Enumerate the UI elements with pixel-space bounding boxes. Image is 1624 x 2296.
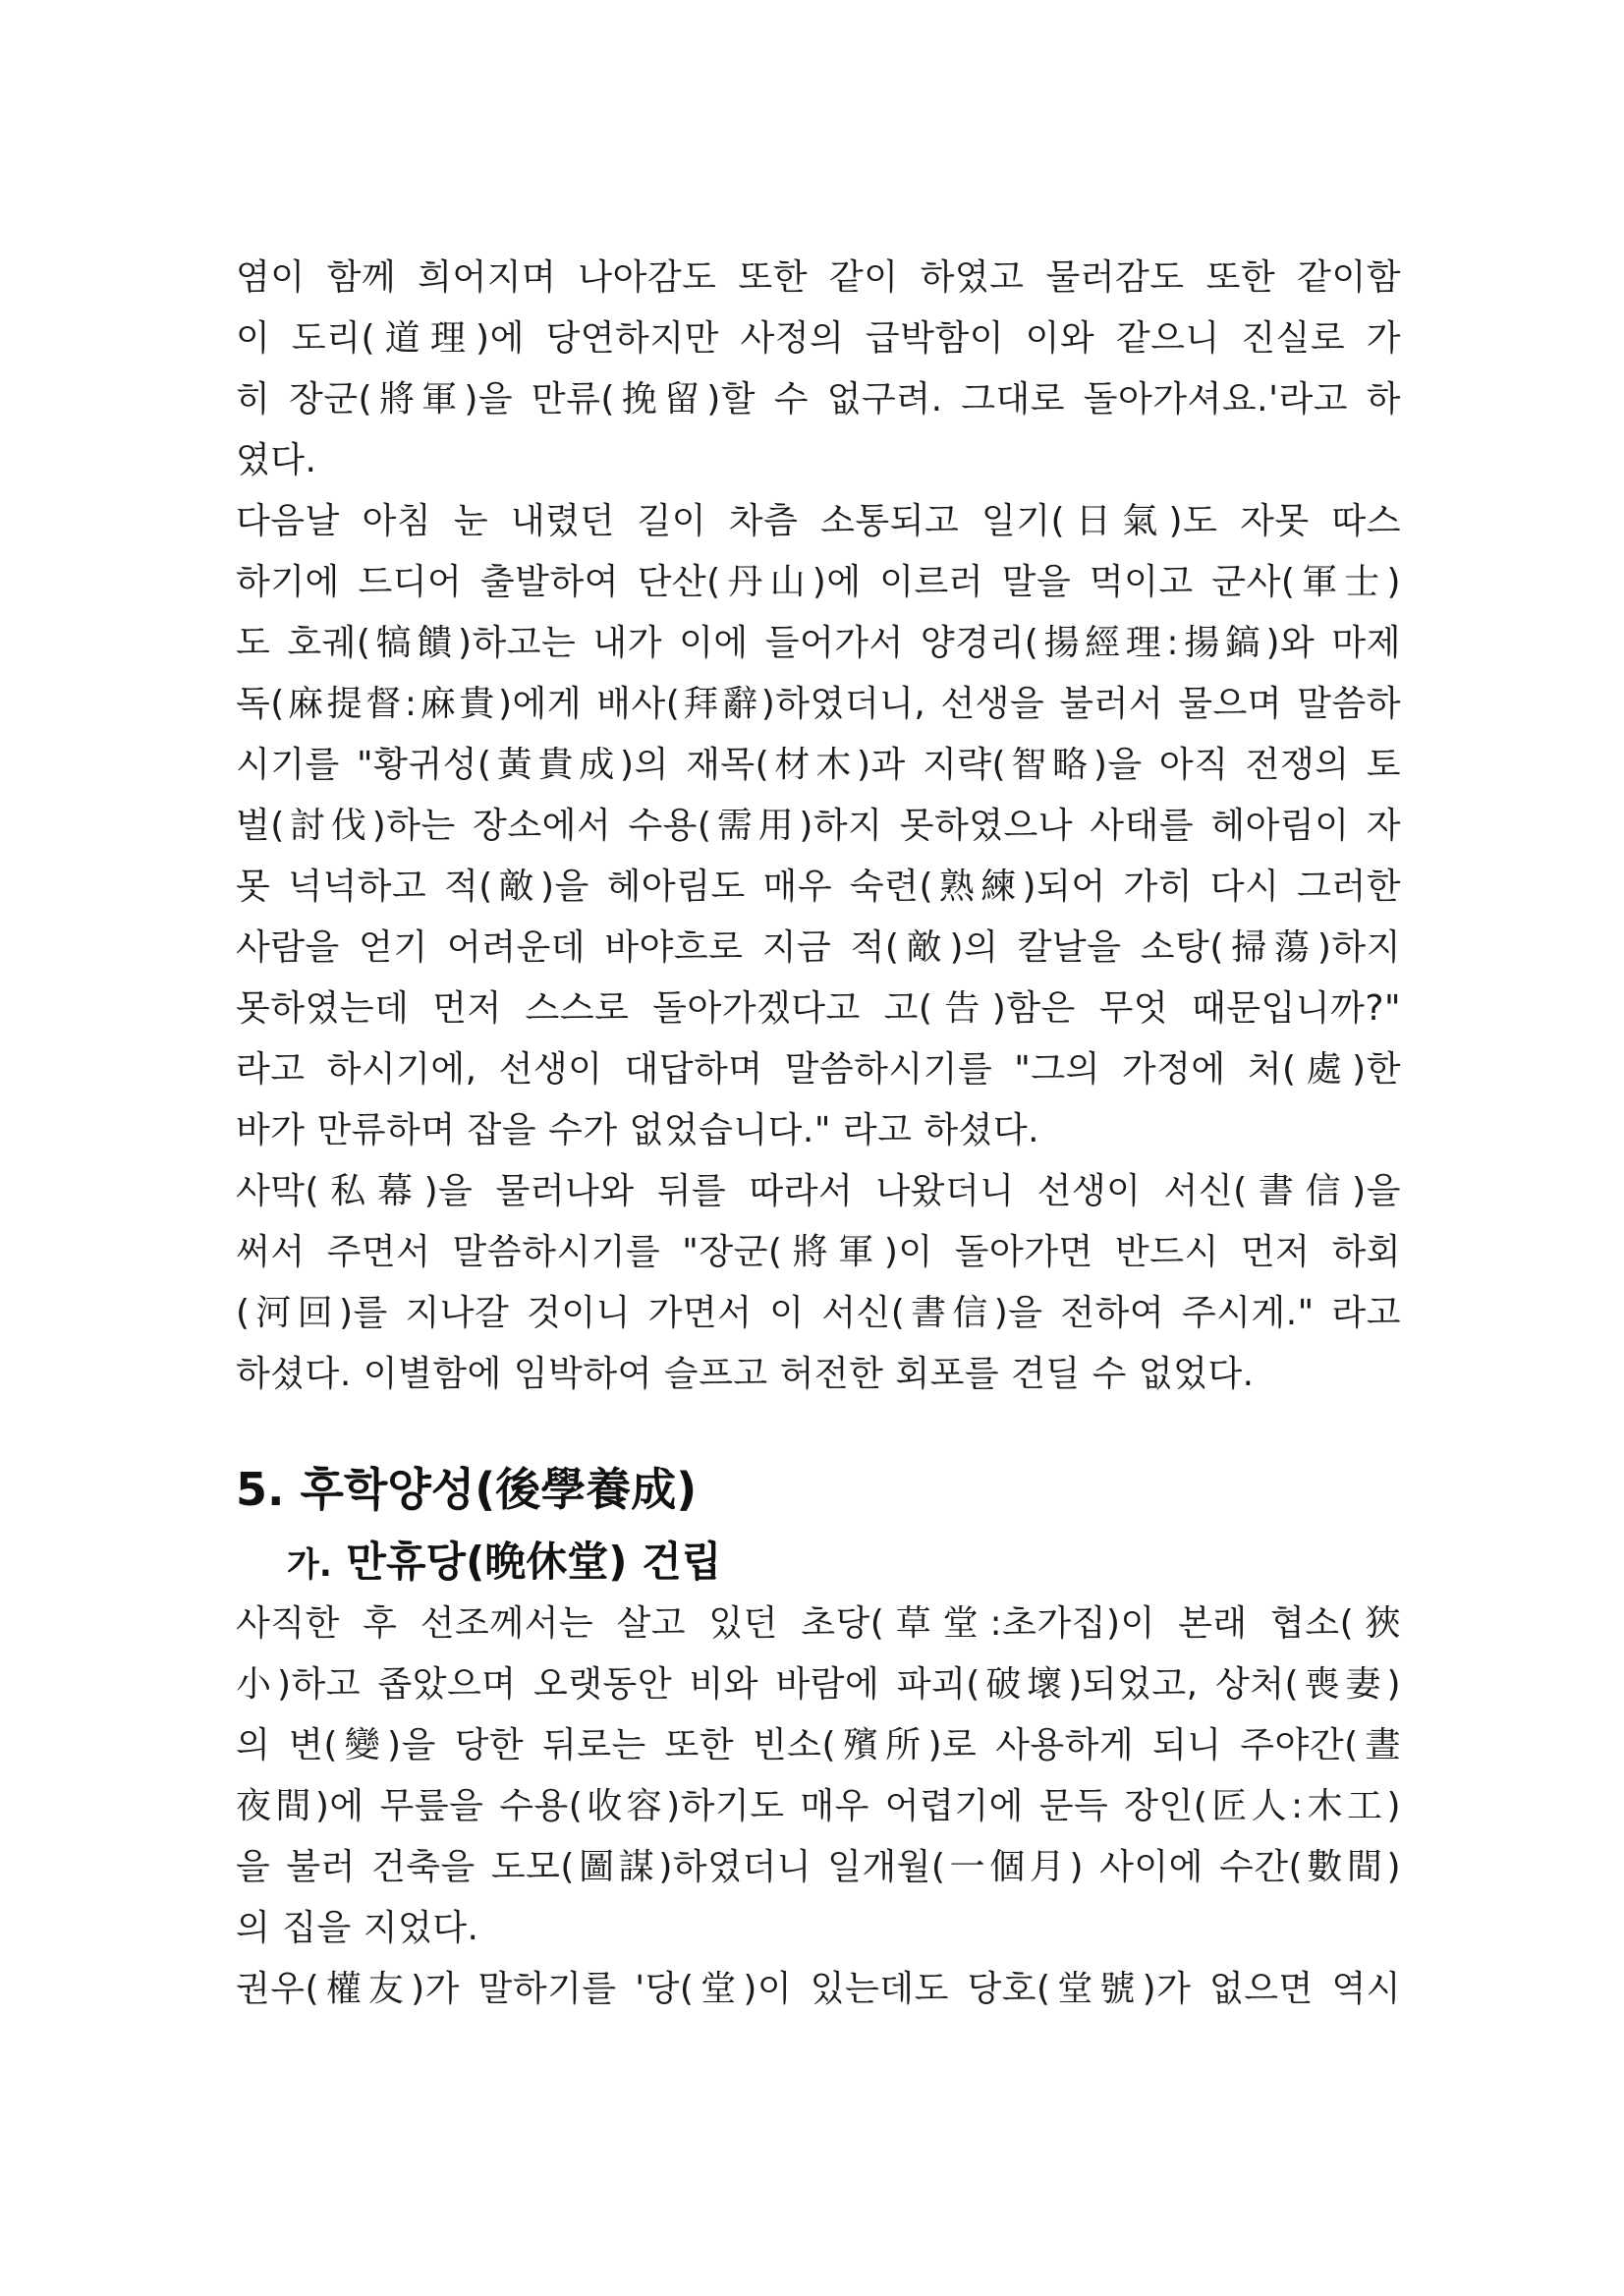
text-line: 라고 하시기에, 선생이 대답하며 말씀하시기를 "그의 가정에 처(處)한 <box>236 1049 1401 1090</box>
section-heading: 5. 후학양성(後學養成) <box>236 1463 698 1516</box>
text-line: 사람을 얻기 어려운데 바야흐로 지금 적(敵)의 칼날을 소탕(掃蕩)하지 <box>236 927 1401 968</box>
text-line: 사막(私幕)을 물러나와 뒤를 따라서 나왔더니 선생이 서신(書信)을 <box>236 1171 1401 1211</box>
text-line: 사직한 후 선조께서는 살고 있던 초당(草堂:초가집)이 본래 협소(狹 <box>236 1603 1401 1644</box>
text-line: 권우(權友)가 말하기를 '당(堂)이 있는데도 당호(堂號)가 없으면 역시 <box>236 1969 1401 2009</box>
text-line: 도 호궤(犒饋)하고는 내가 이에 들어가서 양경리(揚經理:揚鎬)와 마제 <box>236 623 1401 663</box>
text-line: 벌(討伐)하는 장소에서 수용(需用)하지 못하였으나 사태를 헤아림이 자 <box>236 806 1401 846</box>
text-line: 못 넉넉하고 적(敵)을 헤아림도 매우 숙련(熟練)되어 가히 다시 그러한 <box>236 867 1401 907</box>
text-line: (河回)를 지나갈 것이니 가면서 이 서신(書信)을 전하여 주시게." 라고 <box>236 1293 1401 1333</box>
body-text-section-1 <box>236 248 1401 1405</box>
text-line: 夜間)에 무릎을 수용(收容)하기도 매우 어렵기에 문득 장인(匠人:木工) <box>236 1786 1401 1826</box>
body-text-section-2 <box>236 1594 1401 2020</box>
text-line: 을 불러 건축을 도모(圖謀)하였더니 일개월(一個月) 사이에 수간(數間) <box>236 1847 1401 1887</box>
text-line: 독(麻提督:麻貴)에게 배사(拜辭)하였더니, 선생을 불러서 물으며 말씀하 <box>236 684 1401 724</box>
text-line: 의 변(變)을 당한 뒤로는 또한 빈소(殯所)로 사용하게 되니 주야간(晝 <box>236 1725 1401 1765</box>
text-line: 小)하고 좁았으며 오랫동안 비와 바람에 파괴(破壞)되었고, 상처(喪妻) <box>236 1664 1401 1705</box>
text-line: 써서 주면서 말씀하시기를 "장군(將軍)이 돌아가면 반드시 먼저 하회 <box>236 1232 1401 1272</box>
text-line: 못하였는데 먼저 스스로 돌아가겠다고 고(告)함은 무엇 때문입니까?" <box>236 988 1401 1029</box>
text-line: 다음날 아침 눈 내렸던 길이 차츰 소통되고 일기(日氣)도 자못 따스 <box>236 501 1401 541</box>
text-line: 바가 만류하며 잡을 수가 없었습니다." 라고 하셨다. <box>236 1110 1040 1150</box>
text-line: 히 장군(將軍)을 만류(挽留)할 수 없구려. 그대로 돌아가셔요.'라고 하 <box>236 379 1401 420</box>
subsection-title: 만휴당(晩休堂) 건립 <box>346 1538 722 1586</box>
text-line: 시기를 "황귀성(黃貴成)의 재목(材木)과 지략(智略)을 아직 전쟁의 토 <box>236 745 1401 785</box>
text-line: 의 집을 지었다. <box>236 1908 479 1948</box>
text-line: 하셨다. 이별함에 임박하여 슬프고 허전한 회포를 견딜 수 없었다. <box>236 1354 1255 1394</box>
subsection-marker: 가. <box>287 1545 332 1585</box>
subsection-heading <box>287 1530 721 1589</box>
text-line: 하기에 드디어 출발하여 단산(丹山)에 이르러 말을 먹이고 군사(軍士) <box>236 562 1401 602</box>
text-line: 이 도리(道理)에 당연하지만 사정의 급박함이 이와 같으니 진실로 가 <box>236 318 1401 359</box>
text-line: 였다. <box>236 440 317 480</box>
text-line: 염이 함께 희어지며 나아감도 또한 같이 하였고 물러감도 또한 같이함 <box>236 257 1401 298</box>
